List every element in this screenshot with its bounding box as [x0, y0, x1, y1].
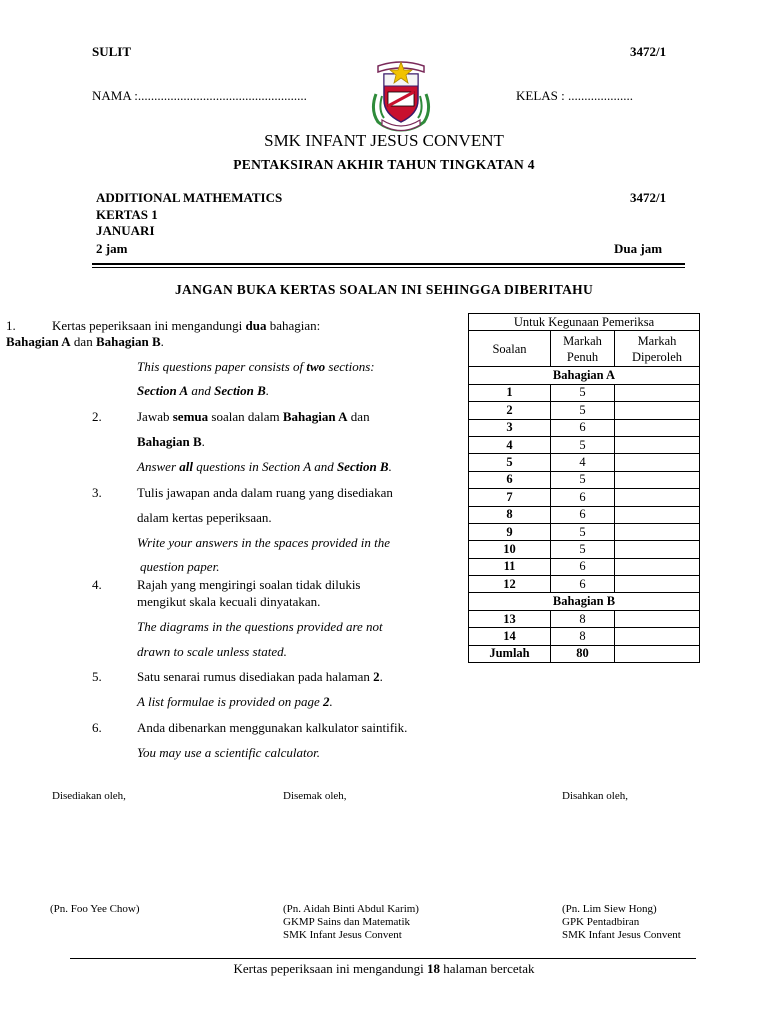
approved-by-school: SMK Infant Jesus Convent — [562, 929, 681, 941]
full-marks: 5 — [551, 384, 615, 401]
question-number: 10 — [469, 541, 551, 558]
question-number: 9 — [469, 523, 551, 540]
exam-title: PENTAKSIRAN AKHIR TAHUN TINGKATAN 4 — [233, 157, 535, 172]
obtained-marks-cell[interactable] — [615, 384, 700, 401]
obtained-marks-cell[interactable] — [615, 576, 700, 593]
total-obtained-cell[interactable] — [615, 645, 700, 662]
instruction-3-number: 3. — [92, 485, 102, 500]
subject-code: 3472/1 — [630, 190, 667, 205]
duration: 2 jam — [96, 241, 128, 256]
approved-by-name: (Pn. Lim Siew Hong) — [562, 903, 657, 915]
checked-by-school: SMK Infant Jesus Convent — [283, 929, 402, 941]
instruction-5-english: A list formulae is provided on page 2. — [137, 694, 333, 709]
question-number: 7 — [469, 489, 551, 506]
instruction-6-number: 6. — [92, 720, 102, 735]
instruction-5-number: 5. — [92, 669, 102, 684]
question-number: 2 — [469, 402, 551, 419]
examiner-marks-table — [468, 313, 700, 663]
question-number: 14 — [469, 628, 551, 645]
instruction-3-line-1: Tulis jawapan anda dalam ruang yang disediakan — [137, 485, 393, 500]
question-number: 5 — [469, 454, 551, 471]
table-row — [469, 576, 700, 593]
instruction-5-line-1: Satu senarai rumus disediakan pada halaman 2. — [137, 669, 383, 684]
instruction-1-english-line-2: Section A and Section B. — [137, 383, 270, 398]
instruction-2-line-1: Jawab semua soalan dalam Bahagian A dan — [137, 409, 370, 424]
question-number: 4 — [469, 436, 551, 453]
full-marks: 6 — [551, 506, 615, 523]
full-marks: 6 — [551, 558, 615, 575]
obtained-marks-cell[interactable] — [615, 402, 700, 419]
instruction-1-number: 1. — [6, 318, 16, 333]
table-row — [469, 489, 700, 506]
question-number: 11 — [469, 558, 551, 575]
kelas-label: KELAS : — [516, 88, 565, 103]
table-row — [469, 454, 700, 471]
col-header-markah-diperoleh: Markah Diperoleh — [615, 331, 700, 367]
instruction-4-line-2: mengikut skala kecuali dinyatakan. — [137, 594, 321, 609]
instruction-2-line-2: Bahagian B. — [137, 434, 205, 449]
table-row — [469, 419, 700, 436]
header-divider-thick — [92, 263, 685, 265]
table-title: Untuk Kegunaan Pemeriksa — [469, 314, 700, 331]
nama-field — [92, 88, 307, 104]
full-marks: 4 — [551, 454, 615, 471]
approved-by-block — [562, 903, 681, 942]
question-number: 3 — [469, 419, 551, 436]
obtained-marks-cell[interactable] — [615, 489, 700, 506]
question-number: 12 — [469, 576, 551, 593]
table-row — [469, 402, 700, 419]
section-b-header: Bahagian B — [469, 593, 700, 610]
table-row — [469, 610, 700, 627]
header-divider-thin — [92, 267, 685, 268]
full-marks: 5 — [551, 402, 615, 419]
question-number: 1 — [469, 384, 551, 401]
approved-by-role: GPK Pentadbiran — [562, 916, 640, 928]
school-name: SMK INFANT JESUS CONVENT — [264, 131, 504, 150]
obtained-marks-cell[interactable] — [615, 610, 700, 627]
obtained-marks-cell[interactable] — [615, 454, 700, 471]
nama-label: NAMA : — [92, 88, 138, 103]
table-row — [469, 471, 700, 488]
instruction-4-english-line-2: drawn to scale unless stated. — [137, 644, 287, 659]
paper-number: KERTAS 1 — [96, 207, 158, 222]
instruction-6-line-1: Anda dibenarkan menggunakan kalkulator saintifik. — [137, 720, 408, 735]
subject-name: ADDITIONAL MATHEMATICS — [96, 190, 283, 205]
full-marks: 8 — [551, 628, 615, 645]
total-value: 80 — [551, 645, 615, 662]
obtained-marks-cell[interactable] — [615, 506, 700, 523]
instruction-2-number: 2. — [92, 409, 102, 424]
full-marks: 6 — [551, 489, 615, 506]
instruction-1-line-1: Kertas peperiksaan ini mengandungi dua bahagian: — [52, 318, 321, 333]
table-row — [469, 506, 700, 523]
full-marks: 5 — [551, 436, 615, 453]
obtained-marks-cell[interactable] — [615, 436, 700, 453]
prepared-by-name: (Pn. Foo Yee Chow) — [50, 903, 140, 915]
checked-by-name: (Pn. Aidah Binti Abdul Karim) — [283, 903, 419, 915]
table-row — [469, 436, 700, 453]
checked-by-label: Disemak oleh, — [283, 790, 347, 802]
prepared-by-label: Disediakan oleh, — [52, 790, 126, 802]
table-row — [469, 558, 700, 575]
col-header-soalan: Soalan — [469, 331, 551, 367]
table-row — [469, 541, 700, 558]
full-marks: 5 — [551, 523, 615, 540]
footer-divider — [70, 958, 696, 959]
full-marks: 5 — [551, 541, 615, 558]
obtained-marks-cell[interactable] — [615, 471, 700, 488]
exam-month: JANUARI — [96, 223, 155, 238]
full-marks: 8 — [551, 610, 615, 627]
instruction-4-number: 4. — [92, 577, 102, 592]
obtained-marks-cell[interactable] — [615, 523, 700, 540]
kelas-dots: .................... — [568, 88, 633, 103]
full-marks: 6 — [551, 576, 615, 593]
approved-by-label: Disahkan oleh, — [562, 790, 628, 802]
instruction-3-english-line-2: question paper. — [140, 559, 220, 574]
instruction-6-english: You may use a scientific calculator. — [137, 745, 320, 760]
sulit-label: SULIT — [92, 44, 132, 59]
section-a-header: Bahagian A — [469, 367, 700, 384]
instruction-3-line-2: dalam kertas peperiksaan. — [137, 510, 272, 525]
instruction-2-english: Answer all questions in Section A and Section B. — [137, 459, 392, 474]
instruction-1-line-2: Bahagian A dan Bahagian B. — [6, 334, 164, 349]
footer-page-count: Kertas peperiksaan ini mengandungi 18 halaman bercetak — [233, 961, 535, 976]
checked-by-block — [283, 903, 419, 942]
school-crest-logo — [368, 60, 434, 132]
full-marks: 6 — [551, 419, 615, 436]
table-row — [469, 384, 700, 401]
warning-text: JANGAN BUKA KERTAS SOALAN INI SEHINGGA DIBERITAHU — [174, 282, 594, 297]
kelas-field — [516, 88, 633, 104]
duration-words: Dua jam — [614, 241, 663, 256]
obtained-marks-cell[interactable] — [615, 419, 700, 436]
instruction-1-english-line-1: This questions paper consists of two sections: — [137, 359, 375, 374]
obtained-marks-cell[interactable] — [615, 628, 700, 645]
obtained-marks-cell[interactable] — [615, 541, 700, 558]
question-number: 13 — [469, 610, 551, 627]
table-row — [469, 628, 700, 645]
instruction-3-english-line-1: Write your answers in the spaces provided in the — [137, 535, 390, 550]
question-number: 6 — [469, 471, 551, 488]
nama-dots: .................................................... — [137, 88, 307, 103]
checked-by-role: GKMP Sains dan Matematik — [283, 916, 410, 928]
col-header-markah-penuh: Markah Penuh — [551, 331, 615, 367]
instruction-4-line-1: Rajah yang mengiringi soalan tidak dilukis — [137, 577, 361, 592]
full-marks: 5 — [551, 471, 615, 488]
question-number: 8 — [469, 506, 551, 523]
total-label: Jumlah — [469, 645, 551, 662]
table-row — [469, 523, 700, 540]
instruction-4-english-line-1: The diagrams in the questions provided are not — [137, 619, 383, 634]
paper-code-top: 3472/1 — [630, 44, 667, 59]
obtained-marks-cell[interactable] — [615, 558, 700, 575]
